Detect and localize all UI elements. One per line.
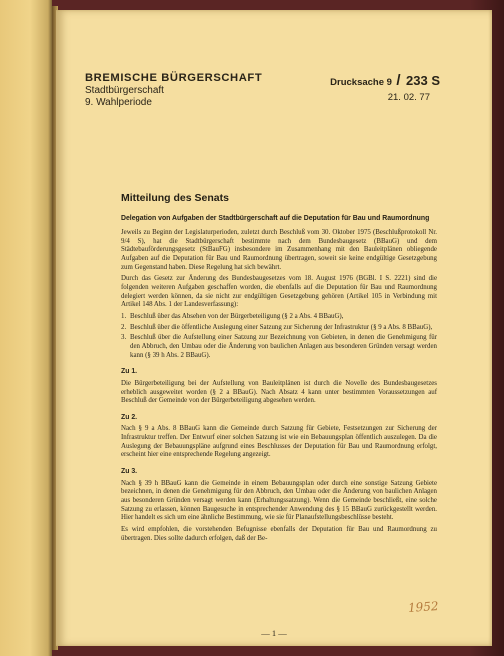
subject-heading: Delegation von Aufgaben der Stadtbürgerschaft auf die Deputation für Bau und Raumordnung [121,215,430,222]
list-item-number: 1. [121,312,127,320]
list-item [121,313,437,322]
document-date: 21. 02. 77 [387,92,430,103]
closing-paragraph: Es wird empfohlen, die vorstehenden Befugnisse ebenfalls der Deputation für Bau und Raumordnung zu übertragen. Dies sollte dadurch erfolgen, daß der Be- [121,526,437,542]
page-number: — 1 — [261,628,287,638]
zu2-heading: Zu 2. [121,413,138,421]
section-title: Mitteilung des Senats [121,192,229,204]
list-item [121,324,437,333]
drucksache-label: Drucksache 9 [330,77,392,88]
list-item-number: 2. [121,323,127,331]
list-item-text: Beschluß über das Absehen von der Bürgerbeteiligung (§ 2 a Abs. 4 BBauG), [130,312,344,320]
zu3-heading: Zu 3. [121,468,138,476]
header-org [85,72,262,108]
list-item-number: 3. [121,334,127,342]
paragraph: Durch das Gesetz zur Änderung des Bundesbaugesetzes vom 18. August 1976 (BGBl. I S. 2221) sind die folgenden weiteren Aufgaben geschaffen worden, die ebenfalls auf die Deputation für Bau und Raumordnung delegiert werden können, da sie nicht zur endgültigen Gesetzgebung gehören (Artikel 105 in Verbindung mit Artikel 148 Abs. 1 der Landesverfassung): [121,275,437,309]
list-item [121,334,437,360]
org-subtitle: Stadtbürgerschaft [85,85,164,96]
document-body [121,214,437,546]
header-drucksache [330,72,440,103]
list-item-text: Beschluß über die öffentliche Auslegung einer Satzung zur Sicherung der Infrastruktur (§ 9 a Abs. 8 BBauG), [130,323,433,331]
drucksache-slash: / [396,72,401,89]
zu2-paragraph: Nach § 9 a Abs. 8 BBauG kann die Gemeinde durch Satzung für Gebiete, Festsetzungen zur Sicherung der Infrastruktur treffen. Der Entwurf einer solchen Satzung ist wie ein Bebauungsplan öffentlich auszulegen. Da die Auslegung der Bebauungspläne aufgrund eines Beschlusses der Deputation für Bau und Raumordnung erfolgt, erscheint hier eine entsprechende Regelung angezeigt. [121,425,437,459]
task-list [121,313,437,360]
paragraph: Jeweils zu Beginn der Legislaturperioden, zuletzt durch Beschluß vom 30. Oktober 1975 (Beschlußprotokoll Nr. 9/4 S), hat die Stadtbürgerschaft bestimmte nach dem Bundesbaugesetz (BBauG) und dem Städtebauförderungsgesetz (StBauFG) insbesondere im Zusammenhang mit den Bauleitplänen obliegende Aufgaben auf die Deputation für Bau und Raumordnung übertragen, soweit sie keine endgültige Gesetzgebung zum Gegenstand haben. Diese Regelung hat sich bewährt. [121,229,437,271]
left-page-edge [0,0,52,656]
org-title: BREMISCHE BÜRGERSCHAFT [85,72,263,84]
drucksache-line [330,72,440,90]
zu1-heading: Zu 1. [121,368,138,376]
zu3-paragraph: Nach § 39 h BBauG kann die Gemeinde in einem Bebauungsplan oder durch eine sonstige Satzung Gebiete bezeichnen, in denen die Genehmigung für den Abbruch, den Umbau oder die Änderung von baulichen Anlagen aus besonderen Gründen versagt werden kann (Erhaltungssatzung). Wenn die Gemeinde beschließt, eine solche Satzung zu erlassen, können Baugesuche in entsprechender Anwendung des § 15 BBauG zurückgestellt werden. Hier handelt es sich um eine ähnliche Bestimmung, wie sie für Planaufstellungsbeschlüsse besteht. [121,479,437,522]
document-page [56,10,492,646]
list-item-text: Beschluß über die Aufstellung einer Satzung zur Bezeichnung von Gebieten, in denen die Genehmigung für den Abbruch, den Umbau oder die Änderung von baulichen Anlagen aus besonderen Gründen versagt werden kann (§ 39 h Abs. 2 BBauG). [130,334,437,359]
handwritten-annotation: 1952 [407,598,439,616]
zu1-paragraph: Die Bürgerbeteiligung bei der Aufstellung von Bauleitplänen ist durch die Novelle des Bundesbaugesetzes erheblich ausgeweitet worden (§ 2 a BBauG). Nach Absatz 4 kann unter bestimmten Voraussetzungen auf Beschluß der Gemeinde von der Bürgerbeteiligung abgesehen werden. [121,379,437,405]
legislative-period: 9. Wahlperiode [85,97,152,108]
drucksache-number: 233 S [406,73,440,88]
